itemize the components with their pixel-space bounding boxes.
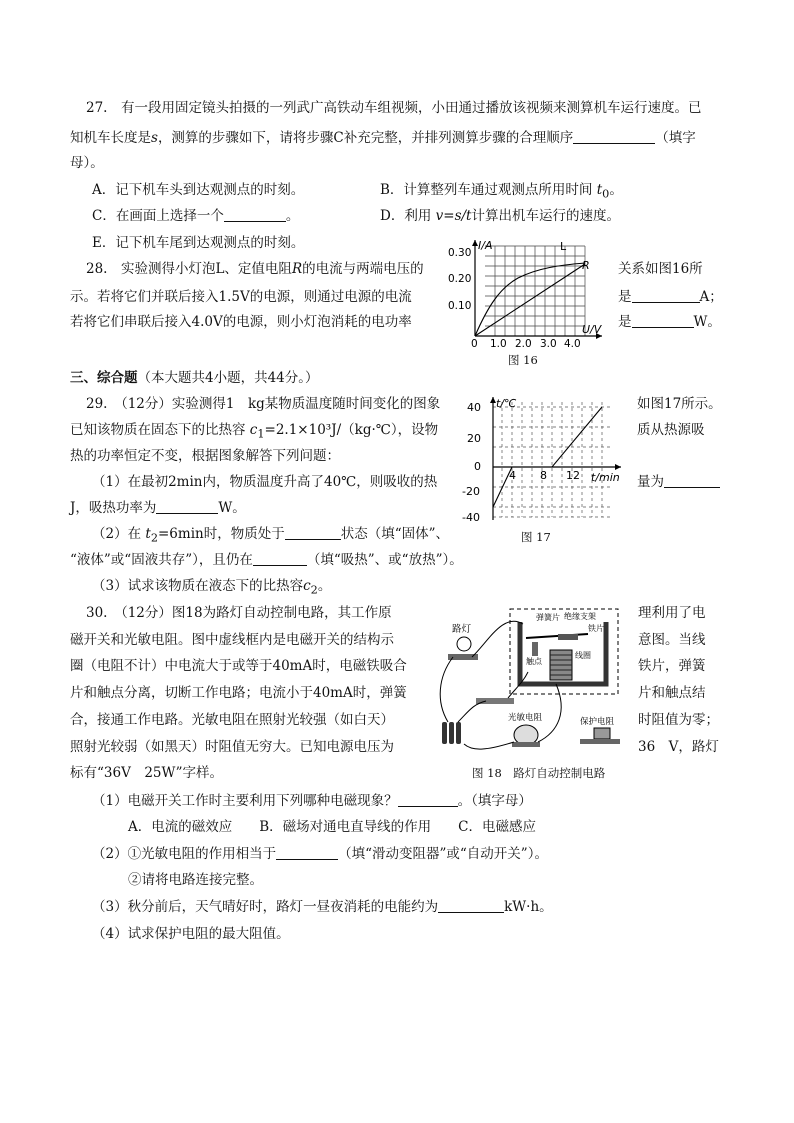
fig16-xtick: 2.0 <box>515 338 532 348</box>
fig18-label-contact: 触点 <box>526 657 542 666</box>
q29-text: （3）试求该物质在液态下的比热容 <box>92 578 304 594</box>
q29-heat-blank[interactable] <box>664 473 720 488</box>
q27-var-t: t <box>596 182 603 198</box>
q30-line3-right: 铁片，弹簧 <box>638 658 706 674</box>
q28-text: A； <box>699 289 723 305</box>
fig18-lamp-icon <box>457 637 471 651</box>
q29-sub: 2 <box>150 531 158 545</box>
q29-line8 <box>92 577 331 600</box>
fig16-ytick: 0.30 <box>448 247 472 259</box>
q27-text: C．在画面上选择一个 <box>92 208 224 224</box>
fig18-label-photoresistor: 光敏电阻 <box>508 713 543 723</box>
q27-c-blank[interactable] <box>224 207 286 222</box>
q28-text: W。 <box>693 314 721 330</box>
q29-state-blank[interactable] <box>285 525 341 540</box>
q29-text: 。 <box>317 578 332 594</box>
fig17-ylabel: t/℃ <box>496 397 517 410</box>
q28-current-blank[interactable] <box>632 288 700 303</box>
fig17-caption: 图 17 <box>521 530 551 544</box>
q30-line5: 合，接通工作电路。光敏电阻在照射光较强（如白天） <box>70 712 394 728</box>
fig18-label-spring: 弹簧片 <box>536 613 560 622</box>
q29-line4-right <box>637 473 720 491</box>
q30-line3: 圈（电阻不计）中电流大于或等于40mA时，电磁铁吸合 <box>70 658 407 674</box>
q29-text: W。 <box>218 500 246 516</box>
q29-sub: 1 <box>257 427 265 441</box>
q29-text: =2.1×10³J/（kg·℃），设物 <box>264 422 439 438</box>
fig18-battery-icon <box>442 722 461 744</box>
fig17-ytick: 40 <box>467 401 481 414</box>
fig17-origin: 0 <box>474 460 481 473</box>
q28-line3: 若将它们串联后接入4.0V的电源，则小灯泡消耗的电功率 <box>70 314 412 330</box>
q28-text: 是 <box>618 289 632 305</box>
fig17-ytick: -40 <box>462 511 480 524</box>
q27-option-c <box>92 207 299 225</box>
fig16-xtick: 3.0 <box>540 338 557 348</box>
fig17-ytick: -20 <box>462 485 480 498</box>
q27-text: ，测算的步骤如下，请将步骤C补充完整，并排列测算步骤的合理顺序 <box>157 130 574 146</box>
q30-energy-blank[interactable] <box>438 898 504 913</box>
fig16-caption: 图 16 <box>508 353 538 367</box>
q28-line1 <box>86 260 424 278</box>
q30-sub3 <box>92 898 553 916</box>
q29-line2-right: 质从热源吸 <box>637 422 705 438</box>
q28-var-r: R <box>291 261 303 277</box>
q27-text: D．利用 <box>380 208 432 224</box>
fig18-photoresistor-base <box>512 742 540 747</box>
figure-16-graph <box>440 236 610 348</box>
q29-line7 <box>70 551 463 569</box>
q30-line4: 片和触点分离，切断工作电路；电流小于40mA时，弹簧 <box>70 685 407 701</box>
q29-sub: 2 <box>310 583 318 597</box>
q27-line1: 27. 有一段用固定镜头拍摄的一列武广高铁动车组视频，小田通过播放该视频来测算机车运行速度。已 <box>86 100 702 116</box>
q30-sub1 <box>92 792 532 810</box>
fig18-spring-plate-icon <box>526 634 588 638</box>
q30-options: A．电流的磁效应 B．磁场对通电直导线的作用 C．电磁感应 <box>128 819 536 835</box>
fig18-label-insulator: 绝缘支架 <box>564 612 596 621</box>
q29-text: “液体”或“固液共存”），且仍在 <box>70 552 253 568</box>
q29-c2: c <box>303 578 311 594</box>
q30-line4-right: 片和触点结 <box>638 685 706 701</box>
q27-formula: v=s/t <box>435 208 472 224</box>
q28-line2: 示。若将它们并联后接入1.5V的电源，则通过电源的电流 <box>70 289 412 305</box>
q30-text: （3）秋分前后，天气晴好时，路灯一昼夜消耗的电能约为 <box>92 899 439 915</box>
fig18-label-coil: 线圈 <box>575 651 591 660</box>
q27-text: 计算出机车运行的速度。 <box>471 208 620 224</box>
q29-line6 <box>92 525 449 548</box>
q27-line2 <box>70 129 696 147</box>
q29-text: =6min时，物质处于 <box>158 526 285 542</box>
fig17-temperature-line <box>493 407 602 507</box>
q29-t2: t <box>145 526 151 542</box>
fig17-xtick: 12 <box>566 469 580 482</box>
q29-line3: 热的功率恒定不变，根据图象解答下列问题： <box>70 448 340 464</box>
q30-line7: 标有“36V 25W”字样。 <box>70 765 224 781</box>
figure-18-circuit <box>428 602 632 760</box>
q27-text: 知机车长度是 <box>70 130 151 146</box>
fig16-ytick: 0.20 <box>448 273 472 285</box>
fig16-xtick: 1.0 <box>490 338 507 348</box>
fig16-origin: 0 <box>471 338 478 348</box>
q28-power-blank[interactable] <box>632 313 694 328</box>
q29-line2 <box>70 421 438 444</box>
fig18-protect-resistor-icon <box>594 728 610 739</box>
q28-line2-right <box>618 288 723 306</box>
q30-text: （2）①光敏电阻的作用相当于 <box>92 846 277 862</box>
q30-role-blank[interactable] <box>276 845 338 860</box>
q27-text: 。 <box>609 182 623 198</box>
fig18-label-iron: 铁片 <box>588 624 604 633</box>
q27-line3: 母）。 <box>70 155 104 171</box>
q30-sub2-part2: ②请将电路连接完整。 <box>128 872 263 888</box>
q27-sub: 0 <box>602 187 610 201</box>
fig17-xtick: 4 <box>509 469 516 482</box>
q29-text: 量为 <box>637 474 664 490</box>
fig18-caption: 图 18 路灯自动控制电路 <box>472 766 606 780</box>
q27-order-blank[interactable] <box>573 129 655 144</box>
q27-option-e: E．记下机车尾到达观测点的时刻。 <box>92 235 305 251</box>
q27-text: （填字 <box>655 130 696 146</box>
q29-text: （2）在 <box>92 526 142 542</box>
fig16-line-r <box>475 264 585 336</box>
q27-option-b <box>380 181 623 204</box>
q30-line2: 磁开关和光敏电阻。图中虚线框内是电磁开关的结构示 <box>70 632 394 648</box>
section-note: （本大题共4小题，共44分。） <box>137 370 319 386</box>
q30-sub4: （4）试求保护电阻的最大阻值。 <box>92 926 290 942</box>
fig17-xtick: 8 <box>540 469 547 482</box>
fig16-xlabel: U/V <box>582 323 602 336</box>
fig16-label-r: R <box>582 259 590 272</box>
q30-line6-right: 36 V，路灯 <box>638 739 719 755</box>
q30-text: （填“滑动变阻器”或“自动开关”）。 <box>338 846 548 862</box>
q30-line2-right: 意图。当线 <box>638 632 706 648</box>
fig18-switch-icon <box>476 698 514 704</box>
fig16-ytick: 0.10 <box>448 300 472 312</box>
fig17-xlabel: t/min <box>591 471 620 484</box>
q30-sub2 <box>92 845 548 863</box>
q28-text: 的电流与两端电压的 <box>302 261 424 277</box>
q27-option-a: A．记下机车头到达观测点的时刻。 <box>92 182 305 198</box>
fig16-xtick: 4.0 <box>564 338 581 348</box>
q29-line1-right: 如图17所示。 <box>637 396 722 412</box>
fig16-label-l: L <box>560 240 567 253</box>
q29-c1: c <box>249 422 258 438</box>
q30-line6: 照射光较弱（如黑天）时阻值无穷大。已知电源电压为 <box>70 739 394 755</box>
q27-option-d <box>380 207 620 225</box>
q30-phenomenon-blank[interactable] <box>398 792 458 807</box>
fig16-ylabel: I/A <box>478 239 493 252</box>
fig18-label-lamp: 路灯 <box>452 624 472 635</box>
q28-text: 是 <box>618 314 632 330</box>
fig16-grid <box>485 246 585 336</box>
q29-text: 状态（填“固体”、 <box>340 526 450 542</box>
figure-17-graph <box>456 394 631 526</box>
q30-line5-right: 时阻值为零； <box>638 712 719 728</box>
q28-line3-right <box>618 313 721 331</box>
q29-text: J，吸热功率为 <box>70 500 157 516</box>
fig18-iron-icon <box>558 634 578 640</box>
q28-text: 28. 实验测得小灯泡L、定值电阻 <box>86 261 292 277</box>
q28-line1-right: 关系如图16所 <box>618 261 703 277</box>
q29-text: （填“吸热”、或“放热”）。 <box>306 552 463 568</box>
q29-heat-state-blank[interactable] <box>253 551 307 566</box>
q29-line1: 29. （12分）实验测得1 kg某物质温度随时间变化的图象 <box>86 396 441 412</box>
q27-text: 。 <box>285 208 300 224</box>
q30-text: kW·h。 <box>504 899 553 915</box>
q30-line1-right: 理利用了电 <box>638 605 706 621</box>
fig18-label-protect: 保护电阻 <box>580 717 615 727</box>
section-heading <box>70 369 319 387</box>
fig17-ytick: 20 <box>467 432 481 445</box>
q29-line5 <box>70 499 246 517</box>
q29-line4: （1）在最初2min内，物质温度升高了40℃，则吸收的热 <box>92 474 438 490</box>
q29-text: 已知该物质在固态下的比热容 <box>70 422 246 438</box>
fig17-x-arrow <box>615 464 621 470</box>
q30-text: （1）电磁开关工作时主要利用下列哪种电磁现象？ <box>92 793 398 809</box>
q27-text: B．计算整列车通过观测点所用时间 <box>380 182 593 198</box>
q29-power-blank[interactable] <box>156 499 218 514</box>
section-title: 三、综合题 <box>70 370 138 386</box>
q30-line1: 30. （12分）图18为路灯自动控制电路，其工作原 <box>86 605 392 621</box>
q30-text: 。（填字母） <box>457 793 532 809</box>
q27-var-s: s <box>151 130 158 146</box>
fig18-contact-icon <box>532 642 538 656</box>
fig18-resistor-base <box>580 739 620 744</box>
